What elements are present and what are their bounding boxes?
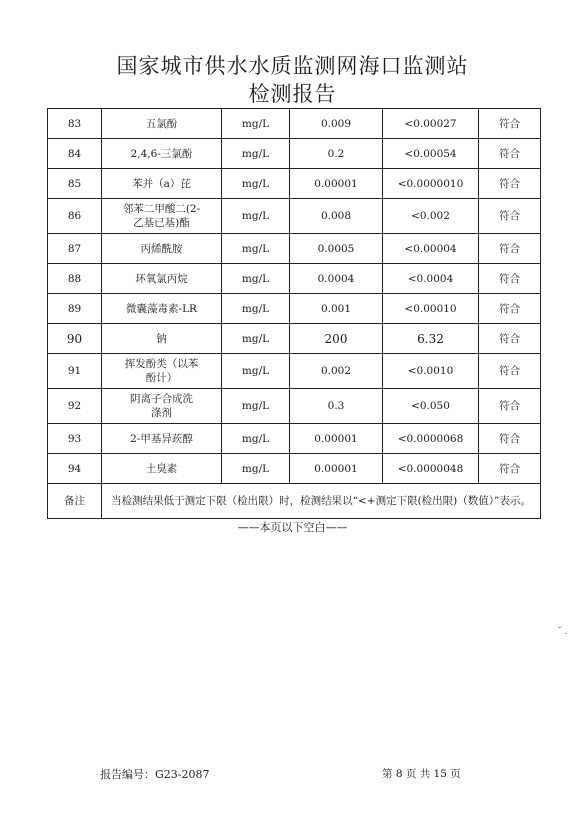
result-value: <0.0000010 (383, 169, 479, 199)
result-value: 6.32 (383, 324, 479, 354)
note-row (48, 484, 541, 519)
note-label: 备注 (48, 484, 102, 519)
report-title-type: 检测报告 (248, 82, 337, 106)
verdict: 符合 (479, 354, 541, 389)
limit-value: 0.0004 (290, 264, 383, 294)
verdict: 符合 (479, 294, 541, 324)
result-value: <0.00054 (383, 139, 479, 169)
verdict: 符合 (479, 109, 541, 139)
verdict: 符合 (479, 169, 541, 199)
result-value: <0.002 (383, 199, 479, 234)
parameter-name: 土臭素 (102, 454, 222, 484)
parameter-name: 钠 (102, 324, 222, 354)
unit: mg/L (222, 109, 290, 139)
table-row (48, 139, 541, 169)
verdict: 符合 (479, 234, 541, 264)
parameter-name: 苯并（a）芘 (102, 169, 222, 199)
limit-value: 0.00001 (290, 454, 383, 484)
unit: mg/L (222, 264, 290, 294)
limit-value: 0.008 (290, 199, 383, 234)
unit: mg/L (222, 389, 290, 424)
row-number: 84 (48, 139, 102, 169)
parameter-name: 五氯酚 (102, 109, 222, 139)
parameter-name: 环氧氯丙烷 (102, 264, 222, 294)
blank-page-marker: ——本页以下空白—— (237, 521, 348, 534)
limit-value: 0.2 (290, 139, 383, 169)
row-number: 87 (48, 234, 102, 264)
result-value: <0.00027 (383, 109, 479, 139)
row-number: 89 (48, 294, 102, 324)
result-value: <0.0000048 (383, 454, 479, 484)
row-number: 88 (48, 264, 102, 294)
parameter-name: 丙烯酰胺 (102, 234, 222, 264)
limit-value: 0.009 (290, 109, 383, 139)
verdict: 符合 (479, 264, 541, 294)
limit-value: 0.00001 (290, 169, 383, 199)
limit-value: 0.002 (290, 354, 383, 389)
result-value: <0.050 (383, 389, 479, 424)
table-row (48, 169, 541, 199)
table-row (48, 354, 541, 389)
table-row (48, 109, 541, 139)
unit: mg/L (222, 169, 290, 199)
page-number: 第 8 页 共 15 页 (382, 768, 461, 780)
row-number: 85 (48, 169, 102, 199)
table-row (48, 324, 541, 354)
table-row (48, 454, 541, 484)
parameter-name: 阴离子合成洗涤剂 (102, 389, 222, 424)
note-text: 当检测结果低于测定下限（检出限）时，检测结果以“<+测定下限(检出限)（数值）”表示。 (102, 484, 541, 519)
limit-value: 200 (290, 324, 383, 354)
row-number: 91 (48, 354, 102, 389)
table-row (48, 424, 541, 454)
parameter-name: 2-甲基异莰醇 (102, 424, 222, 454)
limit-value: 0.3 (290, 389, 383, 424)
results-table (47, 108, 541, 519)
verdict: 符合 (479, 139, 541, 169)
unit: mg/L (222, 139, 290, 169)
row-number: 92 (48, 389, 102, 424)
result-value: <0.0010 (383, 354, 479, 389)
limit-value: 0.001 (290, 294, 383, 324)
unit: mg/L (222, 354, 290, 389)
table-row (48, 234, 541, 264)
unit: mg/L (222, 424, 290, 454)
unit: mg/L (222, 454, 290, 484)
verdict: 符合 (479, 324, 541, 354)
unit: mg/L (222, 294, 290, 324)
table-row (48, 264, 541, 294)
table-row (48, 294, 541, 324)
table-row (48, 199, 541, 234)
scan-speck (565, 633, 567, 634)
limit-value: 0.0005 (290, 234, 383, 264)
row-number: 94 (48, 454, 102, 484)
unit: mg/L (222, 324, 290, 354)
unit: mg/L (222, 199, 290, 234)
verdict: 符合 (479, 389, 541, 424)
verdict: 符合 (479, 424, 541, 454)
unit: mg/L (222, 234, 290, 264)
verdict: 符合 (479, 199, 541, 234)
result-value: <0.0000068 (383, 424, 479, 454)
row-number: 86 (48, 199, 102, 234)
result-value: <0.00004 (383, 234, 479, 264)
parameter-name: 微囊藻毒素-LR (102, 294, 222, 324)
report-number: 报告编号：G23-2087 (100, 768, 210, 781)
scan-speck (558, 627, 561, 628)
parameter-name: 邻苯二甲酸二(2-乙基已基)酯 (102, 199, 222, 234)
report-title-station: 国家城市供水水质监测网海口监测站 (116, 54, 469, 78)
row-number: 93 (48, 424, 102, 454)
result-value: <0.00010 (383, 294, 479, 324)
verdict: 符合 (479, 454, 541, 484)
limit-value: 0.00001 (290, 424, 383, 454)
row-number: 90 (48, 324, 102, 354)
parameter-name: 2,4,6-三氯酚 (102, 139, 222, 169)
parameter-name: 挥发酚类（以苯酚计） (102, 354, 222, 389)
row-number: 83 (48, 109, 102, 139)
table-row (48, 389, 541, 424)
result-value: <0.0004 (383, 264, 479, 294)
